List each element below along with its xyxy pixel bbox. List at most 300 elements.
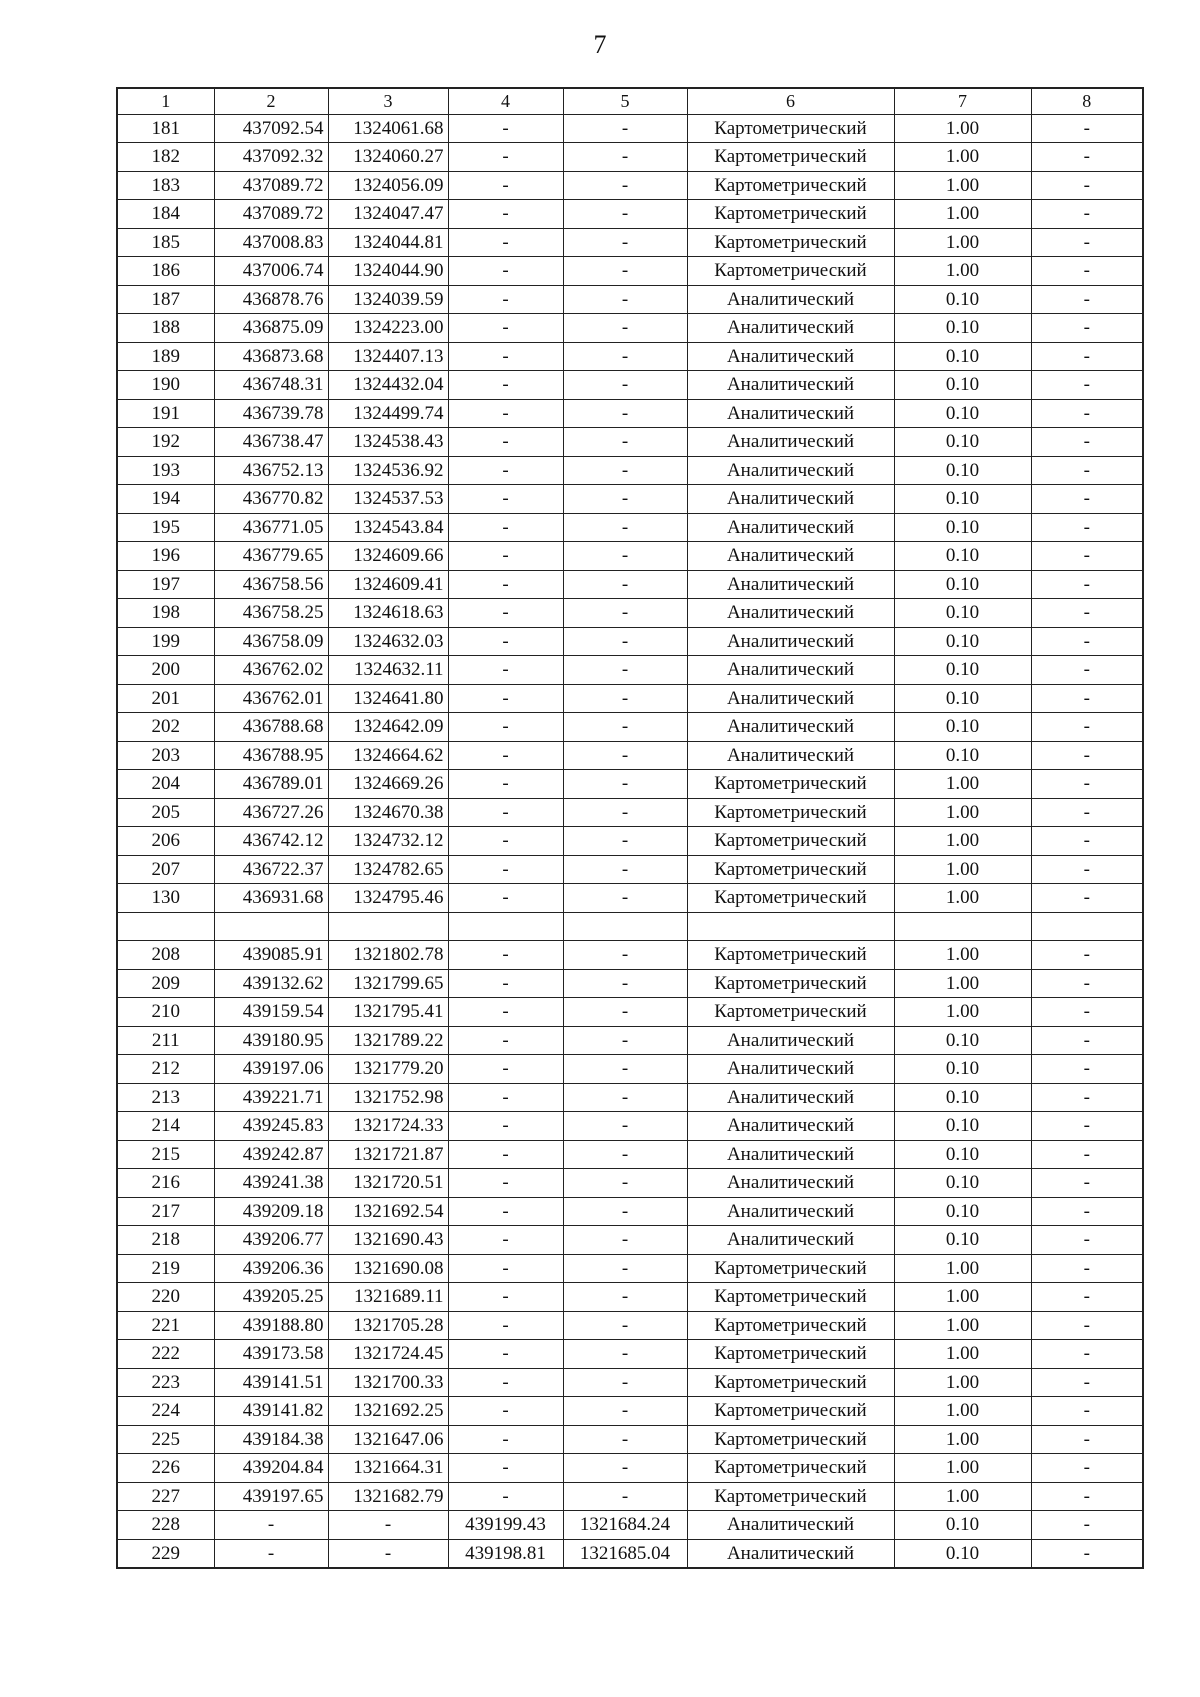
table-row	[117, 1140, 1143, 1169]
table-cell: 436727.26	[214, 798, 328, 827]
table-cell: -	[448, 656, 563, 685]
table-row	[117, 314, 1143, 343]
table-cell: 439198.81	[448, 1539, 563, 1568]
table-cell: Аналитический	[687, 342, 894, 371]
table-row	[117, 627, 1143, 656]
table-cell: Аналитический	[687, 285, 894, 314]
table-cell	[563, 912, 687, 941]
table-cell: 1321779.20	[328, 1055, 448, 1084]
table-cell	[894, 912, 1031, 941]
table-cell: 197	[117, 570, 214, 599]
table-cell: 439245.83	[214, 1112, 328, 1141]
table-cell: 215	[117, 1140, 214, 1169]
table-cell: 1324538.43	[328, 428, 448, 457]
table-cell: 182	[117, 143, 214, 172]
table-cell: 0.10	[894, 1026, 1031, 1055]
table-cell: -	[563, 969, 687, 998]
table-cell: 1321720.51	[328, 1169, 448, 1198]
table-row	[117, 257, 1143, 286]
table-row	[117, 228, 1143, 257]
table-row	[117, 342, 1143, 371]
table-cell: -	[1031, 1454, 1143, 1483]
table-cell: 1.00	[894, 884, 1031, 913]
table-cell: -	[1031, 741, 1143, 770]
table-cell: 436873.68	[214, 342, 328, 371]
table-cell: Картометрический	[687, 1311, 894, 1340]
table-cell: 1321799.65	[328, 969, 448, 998]
table-cell: -	[563, 941, 687, 970]
table-cell: Аналитический	[687, 713, 894, 742]
table-cell: -	[1031, 428, 1143, 457]
table-cell: 0.10	[894, 1083, 1031, 1112]
table-cell: -	[328, 1539, 448, 1568]
table-cell: 194	[117, 485, 214, 514]
table-cell: 223	[117, 1368, 214, 1397]
table-cell: 1.00	[894, 1368, 1031, 1397]
table-row	[117, 428, 1143, 457]
table-cell: 227	[117, 1482, 214, 1511]
table-cell: Картометрический	[687, 1368, 894, 1397]
table-cell: 210	[117, 998, 214, 1027]
table-row	[117, 1340, 1143, 1369]
table-cell: 439205.25	[214, 1283, 328, 1312]
table-cell: Аналитический	[687, 1539, 894, 1568]
table-cell: 217	[117, 1197, 214, 1226]
table-row	[117, 371, 1143, 400]
table-cell: -	[563, 1226, 687, 1255]
table-cell: 1321682.79	[328, 1482, 448, 1511]
table-cell: -	[448, 827, 563, 856]
table-cell: -	[1031, 1083, 1143, 1112]
table-cell: 1.00	[894, 257, 1031, 286]
table-cell	[1031, 912, 1143, 941]
table-cell: Аналитический	[687, 656, 894, 685]
table-cell: -	[1031, 171, 1143, 200]
table-cell: -	[563, 1169, 687, 1198]
table-cell: -	[1031, 114, 1143, 143]
table-cell: 436758.09	[214, 627, 328, 656]
table-cell: 1321647.06	[328, 1425, 448, 1454]
table-cell: Картометрический	[687, 257, 894, 286]
table-cell: -	[448, 513, 563, 542]
table-cell: Картометрический	[687, 1425, 894, 1454]
table-row	[117, 513, 1143, 542]
table-cell: -	[1031, 542, 1143, 571]
table-cell: -	[448, 1454, 563, 1483]
table-cell: -	[563, 371, 687, 400]
table-cell: -	[1031, 713, 1143, 742]
table-cell: 1.00	[894, 855, 1031, 884]
table-cell: 1.00	[894, 1454, 1031, 1483]
table-cell: 436762.01	[214, 684, 328, 713]
table-cell: -	[1031, 257, 1143, 286]
table-row	[117, 827, 1143, 856]
table-cell: Аналитический	[687, 684, 894, 713]
table-cell: -	[448, 371, 563, 400]
table-cell: 0.10	[894, 1112, 1031, 1141]
table-row	[117, 1511, 1143, 1540]
table-cell: 1321721.87	[328, 1140, 448, 1169]
table-cell: -	[563, 1283, 687, 1312]
table-cell: 436779.65	[214, 542, 328, 571]
table-cell: Картометрический	[687, 884, 894, 913]
table-cell: 437092.54	[214, 114, 328, 143]
column-header: 3	[328, 88, 448, 114]
table-cell: 1.00	[894, 998, 1031, 1027]
table-cell: -	[563, 855, 687, 884]
table-cell: 216	[117, 1169, 214, 1198]
table-cell: -	[448, 1368, 563, 1397]
table-cell: 190	[117, 371, 214, 400]
table-cell: 439085.91	[214, 941, 328, 970]
table-cell: 1324432.04	[328, 371, 448, 400]
table-cell: -	[448, 342, 563, 371]
table-row	[117, 399, 1143, 428]
table-cell: 221	[117, 1311, 214, 1340]
table-cell: -	[563, 399, 687, 428]
table-cell: 209	[117, 969, 214, 998]
table-cell: 1324609.41	[328, 570, 448, 599]
table-cell: -	[563, 1425, 687, 1454]
table-cell: 439184.38	[214, 1425, 328, 1454]
table-cell: -	[563, 342, 687, 371]
table-cell: 184	[117, 200, 214, 229]
table-cell: 1321705.28	[328, 1311, 448, 1340]
table-cell: 1321692.25	[328, 1397, 448, 1426]
table-row	[117, 1482, 1143, 1511]
table-cell: -	[1031, 827, 1143, 856]
table-cell: Аналитический	[687, 1197, 894, 1226]
table-cell: 0.10	[894, 485, 1031, 514]
table-cell: -	[563, 627, 687, 656]
table-cell: 439241.38	[214, 1169, 328, 1198]
table-cell: -	[563, 1454, 687, 1483]
table-row	[117, 285, 1143, 314]
table-cell: -	[1031, 285, 1143, 314]
table-cell: 439221.71	[214, 1083, 328, 1112]
table-cell: -	[214, 1511, 328, 1540]
table-cell: -	[448, 228, 563, 257]
table-cell: Картометрический	[687, 941, 894, 970]
table-cell: 208	[117, 941, 214, 970]
table-cell: 437006.74	[214, 257, 328, 286]
table-row	[117, 114, 1143, 143]
table-cell: 437008.83	[214, 228, 328, 257]
table-row	[117, 599, 1143, 628]
table-cell: -	[563, 1026, 687, 1055]
page-number: 7	[593, 30, 607, 59]
table-cell: 436931.68	[214, 884, 328, 913]
table-cell: -	[563, 798, 687, 827]
table-cell: -	[448, 1112, 563, 1141]
table-row	[117, 969, 1143, 998]
table-row	[117, 684, 1143, 713]
table-cell: 196	[117, 542, 214, 571]
table-cell: 1321752.98	[328, 1083, 448, 1112]
table-cell: -	[1031, 1055, 1143, 1084]
table-cell: 0.10	[894, 599, 1031, 628]
table-cell: 1324499.74	[328, 399, 448, 428]
table-cell: 436789.01	[214, 770, 328, 799]
table-cell: -	[448, 1283, 563, 1312]
table-body	[117, 88, 1143, 1568]
table-cell: 192	[117, 428, 214, 457]
column-header: 4	[448, 88, 563, 114]
table-cell: 195	[117, 513, 214, 542]
table-cell: 0.10	[894, 1169, 1031, 1198]
table-cell: -	[1031, 1254, 1143, 1283]
table-cell: -	[1031, 599, 1143, 628]
table-cell: -	[563, 1112, 687, 1141]
table-cell: 0.10	[894, 684, 1031, 713]
table-cell: Картометрический	[687, 827, 894, 856]
table-row	[117, 485, 1143, 514]
table-cell: -	[448, 143, 563, 172]
table-cell: 1324044.90	[328, 257, 448, 286]
coordinates-table	[116, 87, 1144, 1569]
table-cell: -	[563, 570, 687, 599]
table-cell: -	[563, 1368, 687, 1397]
table-cell: 202	[117, 713, 214, 742]
table-cell: -	[563, 143, 687, 172]
table-cell: 1.00	[894, 827, 1031, 856]
table-cell: 1321664.31	[328, 1454, 448, 1483]
table-cell: 0.10	[894, 627, 1031, 656]
table-cell: 1324047.47	[328, 200, 448, 229]
column-header: 2	[214, 88, 328, 114]
table-cell: -	[563, 228, 687, 257]
table-cell: 439242.87	[214, 1140, 328, 1169]
table-row	[117, 542, 1143, 571]
table-cell: 201	[117, 684, 214, 713]
table-cell: Картометрический	[687, 143, 894, 172]
table-cell: Аналитический	[687, 371, 894, 400]
table-cell: -	[1031, 1169, 1143, 1198]
table-row	[117, 1055, 1143, 1084]
table-cell: Аналитический	[687, 1055, 894, 1084]
table-cell: Картометрический	[687, 171, 894, 200]
column-header: 8	[1031, 88, 1143, 114]
table-cell: 1.00	[894, 1397, 1031, 1426]
table-cell: -	[1031, 1311, 1143, 1340]
column-header: 6	[687, 88, 894, 114]
table-cell: 0.10	[894, 314, 1031, 343]
table-row	[117, 770, 1143, 799]
table-cell: -	[448, 399, 563, 428]
table-cell: 436739.78	[214, 399, 328, 428]
table-cell: -	[448, 770, 563, 799]
table-cell: -	[563, 1311, 687, 1340]
table-cell: 0.10	[894, 513, 1031, 542]
table-cell: -	[214, 1539, 328, 1568]
table-cell: Аналитический	[687, 1112, 894, 1141]
table-cell: 185	[117, 228, 214, 257]
table-cell: 1321690.43	[328, 1226, 448, 1255]
table-cell: -	[563, 428, 687, 457]
table-cell: 1324795.46	[328, 884, 448, 913]
table-cell: Аналитический	[687, 570, 894, 599]
table-cell: 439206.36	[214, 1254, 328, 1283]
table-cell: 1.00	[894, 228, 1031, 257]
table-cell: -	[563, 1397, 687, 1426]
table-cell: -	[448, 314, 563, 343]
table-cell: 1324407.13	[328, 342, 448, 371]
table-cell: Аналитический	[687, 456, 894, 485]
table-row	[117, 1454, 1143, 1483]
table-cell: Аналитический	[687, 1511, 894, 1540]
table-cell: 1324632.03	[328, 627, 448, 656]
table-cell: 206	[117, 827, 214, 856]
table-cell: -	[1031, 656, 1143, 685]
table-cell: 181	[117, 114, 214, 143]
table-cell: -	[448, 1482, 563, 1511]
table-cell: 436878.76	[214, 285, 328, 314]
table-cell: -	[563, 599, 687, 628]
table-cell: 1.00	[894, 1254, 1031, 1283]
table-cell: -	[1031, 1511, 1143, 1540]
table-cell: -	[1031, 998, 1143, 1027]
table-cell: 436738.47	[214, 428, 328, 457]
table-cell: 1324641.80	[328, 684, 448, 713]
table-cell: -	[448, 1226, 563, 1255]
table-row	[117, 1425, 1143, 1454]
table-cell: 1324642.09	[328, 713, 448, 742]
table-cell: -	[1031, 1197, 1143, 1226]
table-cell: 439199.43	[448, 1511, 563, 1540]
table-header-row	[117, 88, 1143, 114]
table-cell: -	[448, 1197, 563, 1226]
table-cell	[117, 912, 214, 941]
table-cell: 0.10	[894, 1539, 1031, 1568]
table-cell: -	[448, 884, 563, 913]
table-cell: -	[448, 969, 563, 998]
table-cell: -	[563, 770, 687, 799]
table-cell: 1321802.78	[328, 941, 448, 970]
table-cell: -	[1031, 941, 1143, 970]
table-cell: 218	[117, 1226, 214, 1255]
table-cell: 0.10	[894, 656, 1031, 685]
table-cell: Картометрический	[687, 1340, 894, 1369]
table-cell: 222	[117, 1340, 214, 1369]
table-cell: -	[448, 855, 563, 884]
table-cell: -	[563, 1482, 687, 1511]
table-row	[117, 1368, 1143, 1397]
table-cell: -	[1031, 1140, 1143, 1169]
table-cell: 1321685.04	[563, 1539, 687, 1568]
table-cell: -	[563, 200, 687, 229]
table-row	[117, 570, 1143, 599]
table-cell: -	[448, 285, 563, 314]
table-cell: -	[1031, 1226, 1143, 1255]
table-cell: -	[1031, 1283, 1143, 1312]
table-cell: 436758.56	[214, 570, 328, 599]
table-cell: 439180.95	[214, 1026, 328, 1055]
table-row	[117, 798, 1143, 827]
table-cell: 229	[117, 1539, 214, 1568]
table-cell: -	[563, 485, 687, 514]
table-cell: 436762.02	[214, 656, 328, 685]
table-cell: -	[1031, 1340, 1143, 1369]
table-cell: 439173.58	[214, 1340, 328, 1369]
table-row	[117, 1083, 1143, 1112]
table-cell: 191	[117, 399, 214, 428]
table-cell: 436752.13	[214, 456, 328, 485]
table-cell: Аналитический	[687, 599, 894, 628]
table-cell: Картометрический	[687, 855, 894, 884]
table-cell: -	[1031, 399, 1143, 428]
table-cell: 1324632.11	[328, 656, 448, 685]
table-cell: -	[1031, 228, 1143, 257]
table-cell: 1321700.33	[328, 1368, 448, 1397]
table-cell: -	[448, 485, 563, 514]
table-cell: -	[1031, 798, 1143, 827]
table-cell: 0.10	[894, 1140, 1031, 1169]
table-cell: -	[1031, 1368, 1143, 1397]
table-cell: 436722.37	[214, 855, 328, 884]
table-cell: 213	[117, 1083, 214, 1112]
table-cell: -	[1031, 1482, 1143, 1511]
table-cell: 0.10	[894, 1511, 1031, 1540]
table-row	[117, 1254, 1143, 1283]
table-cell: 1.00	[894, 1283, 1031, 1312]
table-cell: 1324670.38	[328, 798, 448, 827]
table-cell: -	[448, 1055, 563, 1084]
table-cell: Аналитический	[687, 1083, 894, 1112]
table-cell: -	[448, 1340, 563, 1369]
table-cell: 436788.95	[214, 741, 328, 770]
table-cell: 198	[117, 599, 214, 628]
table-cell: 1324664.62	[328, 741, 448, 770]
table-cell: 1324669.26	[328, 770, 448, 799]
table-cell: -	[563, 285, 687, 314]
table-cell: -	[563, 314, 687, 343]
table-cell: Картометрический	[687, 200, 894, 229]
table-cell: Картометрический	[687, 1283, 894, 1312]
table-cell: 0.10	[894, 1197, 1031, 1226]
table-cell: Аналитический	[687, 399, 894, 428]
table-row	[117, 456, 1143, 485]
table-cell: 439197.06	[214, 1055, 328, 1084]
table-cell: -	[563, 171, 687, 200]
table-cell: -	[563, 684, 687, 713]
table-cell: 1.00	[894, 798, 1031, 827]
table-row	[117, 713, 1143, 742]
table-cell: 228	[117, 1511, 214, 1540]
table-cell: 439204.84	[214, 1454, 328, 1483]
table-cell: Картометрический	[687, 1482, 894, 1511]
table-cell: 1321795.41	[328, 998, 448, 1027]
table-row	[117, 912, 1143, 941]
table-cell: 436758.25	[214, 599, 328, 628]
table-row	[117, 1226, 1143, 1255]
table-cell: -	[563, 114, 687, 143]
table-cell	[687, 912, 894, 941]
table-cell: 1321789.22	[328, 1026, 448, 1055]
table-cell: 1321689.11	[328, 1283, 448, 1312]
table-row	[117, 1539, 1143, 1568]
table-cell: Картометрический	[687, 1397, 894, 1426]
table-cell: 0.10	[894, 1055, 1031, 1084]
table-cell: Аналитический	[687, 1026, 894, 1055]
table-cell: -	[448, 998, 563, 1027]
table-row	[117, 1283, 1143, 1312]
table-cell: 1321690.08	[328, 1254, 448, 1283]
table-cell: 437089.72	[214, 171, 328, 200]
table-cell: -	[563, 1254, 687, 1283]
table-cell: Аналитический	[687, 627, 894, 656]
table-cell: 437092.32	[214, 143, 328, 172]
table-cell: 225	[117, 1425, 214, 1454]
